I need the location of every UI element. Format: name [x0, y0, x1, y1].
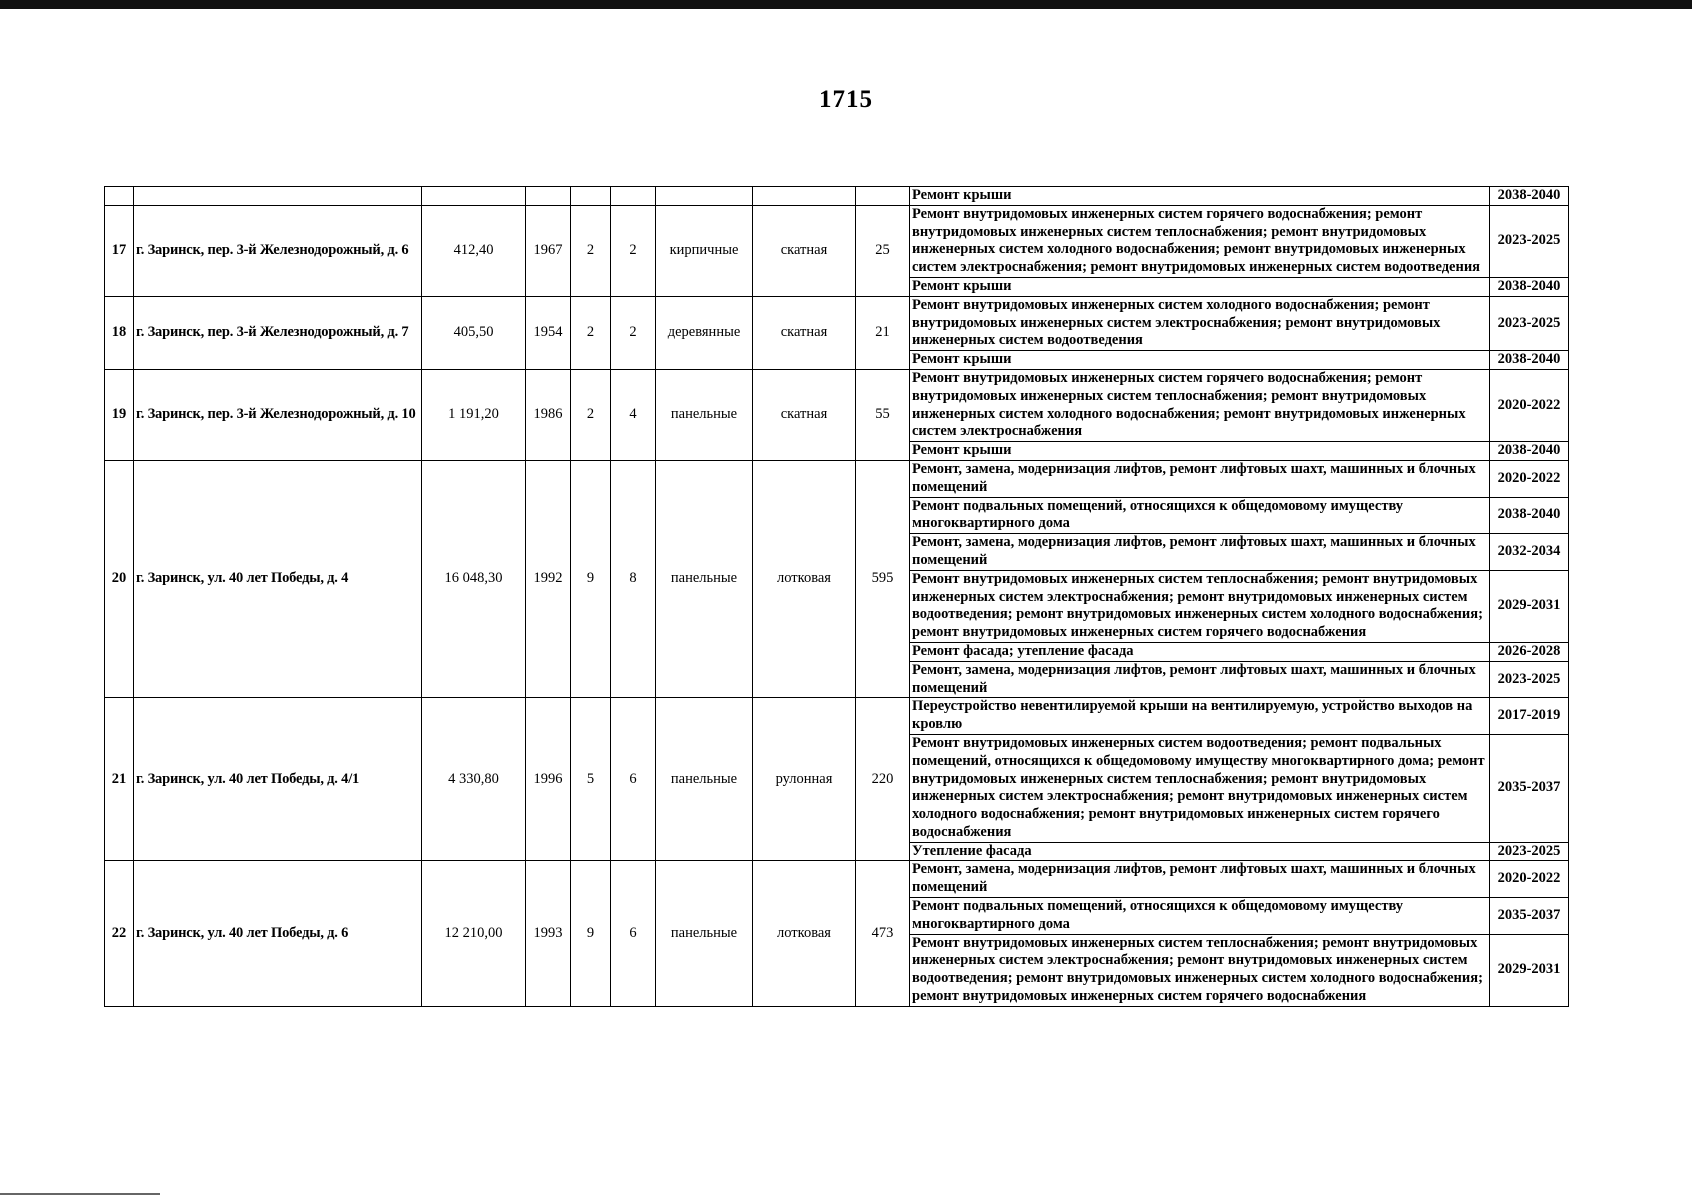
- work-description: Ремонт внутридомовых инженерных систем горячего водоснабжения; ремонт внутридомовых инженерных систем теплоснабжения; ремонт внутридомовых инженерных систем холодного водоснабжения; ремонт внутридомовых инженерных систем электроснабжения: [910, 369, 1490, 441]
- table-row: [105, 861, 1569, 898]
- floor-count: 5: [571, 698, 611, 861]
- resident-count: 595: [856, 460, 910, 697]
- work-period: 2023-2025: [1490, 205, 1569, 277]
- work-description: Переустройство невентилируемой крыши на вентилируемую, устройство выходов на кровлю: [910, 698, 1490, 735]
- resident-count: 220: [856, 698, 910, 861]
- floor-count: 2: [571, 296, 611, 369]
- work-period: 2023-2025: [1490, 296, 1569, 350]
- work-period: 2023-2025: [1490, 842, 1569, 861]
- work-description: Ремонт внутридомовых инженерных систем теплоснабжения; ремонт внутридомовых инженерных систем электроснабжения; ремонт внутридомовых инженерных систем водоотведения; ремонт внутридомовых инженерных систем холодного водоснабжения; ремонт внутридомовых инженерных систем горячего водоснабжения: [910, 934, 1490, 1006]
- table-row: [105, 369, 1569, 441]
- construction-year: 1996: [526, 698, 571, 861]
- construction-year: 1993: [526, 861, 571, 1006]
- empty-cell: [753, 187, 856, 206]
- row-number: 20: [105, 460, 134, 697]
- work-period: 2038-2040: [1490, 351, 1569, 370]
- work-period: 2017-2019: [1490, 698, 1569, 735]
- scan-bottom-line: [0, 1193, 160, 1195]
- empty-cell: [571, 187, 611, 206]
- row-number: 21: [105, 698, 134, 861]
- empty-cell: [422, 187, 526, 206]
- work-period: 2032-2034: [1490, 534, 1569, 571]
- resident-count: 25: [856, 205, 910, 296]
- building-area: 4 330,80: [422, 698, 526, 861]
- entrance-count: 6: [611, 861, 656, 1006]
- page-number: 1715: [819, 86, 873, 113]
- building-address: г. Заринск, пер. 3-й Железнодорожный, д. 7: [134, 296, 422, 369]
- work-description: Ремонт, замена, модернизация лифтов, ремонт лифтовых шахт, машинных и блочных помещений: [910, 460, 1490, 497]
- empty-cell: [611, 187, 656, 206]
- row-number: 17: [105, 205, 134, 296]
- resident-count: 55: [856, 369, 910, 460]
- repair-program-table: [104, 186, 1569, 1007]
- floor-count: 2: [571, 369, 611, 460]
- work-period: 2029-2031: [1490, 570, 1569, 642]
- work-description: Ремонт крыши: [910, 187, 1490, 206]
- building-address: г. Заринск, ул. 40 лет Победы, д. 4/1: [134, 698, 422, 861]
- empty-cell: [105, 187, 134, 206]
- construction-year: 1986: [526, 369, 571, 460]
- entrance-count: 2: [611, 296, 656, 369]
- work-period: 2038-2040: [1490, 187, 1569, 206]
- construction-year: 1954: [526, 296, 571, 369]
- table-row: [105, 460, 1569, 497]
- floor-count: 2: [571, 205, 611, 296]
- roof-type: лотковая: [753, 861, 856, 1006]
- building-area: 412,40: [422, 205, 526, 296]
- building-area: 1 191,20: [422, 369, 526, 460]
- work-description: Ремонт внутридомовых инженерных систем холодного водоснабжения; ремонт внутридомовых инженерных систем электроснабжения; ремонт внутридомовых инженерных систем водоотведения: [910, 296, 1490, 350]
- resident-count: 473: [856, 861, 910, 1006]
- building-address: г. Заринск, пер. 3-й Железнодорожный, д. 6: [134, 205, 422, 296]
- work-period: 2026-2028: [1490, 642, 1569, 661]
- work-description: Ремонт крыши: [910, 351, 1490, 370]
- work-description: Ремонт, замена, модернизация лифтов, ремонт лифтовых шахт, машинных и блочных помещений: [910, 534, 1490, 571]
- work-period: 2038-2040: [1490, 497, 1569, 534]
- work-period: 2038-2040: [1490, 277, 1569, 296]
- building-area: 405,50: [422, 296, 526, 369]
- work-period: 2020-2022: [1490, 369, 1569, 441]
- work-period: 2035-2037: [1490, 734, 1569, 842]
- roof-type: рулонная: [753, 698, 856, 861]
- empty-cell: [656, 187, 753, 206]
- row-number: 18: [105, 296, 134, 369]
- construction-year: 1992: [526, 460, 571, 697]
- building-address: г. Заринск, ул. 40 лет Победы, д. 4: [134, 460, 422, 697]
- resident-count: 21: [856, 296, 910, 369]
- work-description: Ремонт внутридомовых инженерных систем теплоснабжения; ремонт внутридомовых инженерных систем электроснабжения; ремонт внутридомовых инженерных систем водоотведения; ремонт внутридомовых инженерных систем холодного водоснабжения; ремонт внутридомовых инженерных систем горячего водоснабжения: [910, 570, 1490, 642]
- work-description: Ремонт подвальных помещений, относящихся к общедомовому имуществу многоквартирного дома: [910, 898, 1490, 935]
- empty-cell: [526, 187, 571, 206]
- wall-material: деревянные: [656, 296, 753, 369]
- work-period: 2023-2025: [1490, 661, 1569, 698]
- building-area: 12 210,00: [422, 861, 526, 1006]
- row-number: 19: [105, 369, 134, 460]
- entrance-count: 4: [611, 369, 656, 460]
- table-row: [105, 296, 1569, 350]
- table-row: [105, 205, 1569, 277]
- roof-type: скатная: [753, 205, 856, 296]
- floor-count: 9: [571, 460, 611, 697]
- wall-material: панельные: [656, 369, 753, 460]
- work-period: 2035-2037: [1490, 898, 1569, 935]
- work-period: 2038-2040: [1490, 442, 1569, 461]
- work-description: Ремонт внутридомовых инженерных систем водоотведения; ремонт подвальных помещений, относящихся к общедомовому имуществу многоквартирного дома; ремонт внутридомовых инженерных систем теплоснабжения; ремонт внутридомовых инженерных систем электроснабжения; ремонт внутридомовых инженерных систем холодного водоснабжения; ремонт внутридомовых инженерных систем горячего водоснабжения: [910, 734, 1490, 842]
- roof-type: скатная: [753, 369, 856, 460]
- floor-count: 9: [571, 861, 611, 1006]
- scan-top-border: [0, 0, 1692, 9]
- wall-material: панельные: [656, 698, 753, 861]
- work-period: 2020-2022: [1490, 460, 1569, 497]
- work-description: Ремонт внутридомовых инженерных систем горячего водоснабжения; ремонт внутридомовых инженерных систем теплоснабжения; ремонт внутридомовых инженерных систем холодного водоснабжения; ремонт внутридомовых инженерных систем электроснабжения; ремонт внутридомовых инженерных систем водоотведения: [910, 205, 1490, 277]
- work-description: Ремонт подвальных помещений, относящихся к общедомовому имуществу многоквартирного дома: [910, 497, 1490, 534]
- wall-material: кирпичные: [656, 205, 753, 296]
- work-description: Ремонт крыши: [910, 442, 1490, 461]
- entrance-count: 6: [611, 698, 656, 861]
- work-description: Утепление фасада: [910, 842, 1490, 861]
- empty-cell: [134, 187, 422, 206]
- table-row: [105, 187, 1569, 206]
- work-period: 2029-2031: [1490, 934, 1569, 1006]
- construction-year: 1967: [526, 205, 571, 296]
- building-address: г. Заринск, пер. 3-й Железнодорожный, д. 10: [134, 369, 422, 460]
- table-body: [105, 187, 1569, 1007]
- wall-material: панельные: [656, 861, 753, 1006]
- work-description: Ремонт, замена, модернизация лифтов, ремонт лифтовых шахт, машинных и блочных помещений: [910, 661, 1490, 698]
- work-description: Ремонт фасада; утепление фасада: [910, 642, 1490, 661]
- entrance-count: 8: [611, 460, 656, 697]
- work-period: 2020-2022: [1490, 861, 1569, 898]
- table-row: [105, 698, 1569, 735]
- work-description: Ремонт, замена, модернизация лифтов, ремонт лифтовых шахт, машинных и блочных помещений: [910, 861, 1490, 898]
- entrance-count: 2: [611, 205, 656, 296]
- work-description: Ремонт крыши: [910, 277, 1490, 296]
- roof-type: скатная: [753, 296, 856, 369]
- row-number: 22: [105, 861, 134, 1006]
- roof-type: лотковая: [753, 460, 856, 697]
- empty-cell: [856, 187, 910, 206]
- building-address: г. Заринск, ул. 40 лет Победы, д. 6: [134, 861, 422, 1006]
- building-area: 16 048,30: [422, 460, 526, 697]
- wall-material: панельные: [656, 460, 753, 697]
